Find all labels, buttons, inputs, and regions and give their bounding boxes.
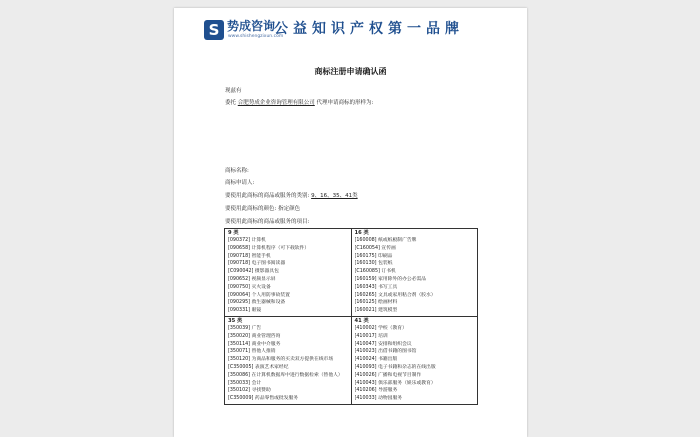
list-item: [410047] 安排和组织会议 [354,341,412,347]
list-item: [090064] 个人用防事故装置 [228,292,290,298]
class-cell [225,316,352,404]
class-cell [225,229,352,317]
table-row [225,316,478,404]
class-heading: 41 类 [354,317,369,324]
list-item: [C350009] 药品零售或批发服务 [228,396,299,402]
list-item: [C090042] 摄影器具包 [228,269,279,275]
list-item: [160159] 家用除外的办公必需品 [354,276,427,282]
list-item: [410002] 学校（教育） [354,325,407,331]
slogan: 公益知识产权第一品牌 [274,21,464,37]
list-item: [350039] 广告 [228,325,262,331]
items-label: 要使用此商标的商品或服务的项目: [225,219,310,225]
list-item: [410206] 导游服务 [354,388,398,394]
class-heading: 9 类 [228,230,239,236]
company-logo-icon: S [204,20,224,40]
goods-services-table [224,228,478,405]
list-item: [160265] 文具或家用粘合剂（胶水） [354,292,436,298]
list-item: [410033] 动物园服务 [354,396,403,402]
list-item: [090750] 灭火设备 [228,284,271,290]
list-item: [160343] 书写工具 [354,284,398,290]
list-item: [350114] 商业中介服务 [228,341,281,347]
list-item: [410024] 书籍出版 [354,357,398,363]
document-page [174,8,527,437]
list-item: [350071] 替他人推销 [228,349,276,355]
table-row [225,229,478,317]
list-item: [410017] 培训 [354,333,388,339]
class-cell [351,316,478,404]
entrust-line [225,100,373,107]
class-cell [351,229,478,317]
brand-name: 势成咨询 [227,19,276,33]
classes-label: 要使用此商标的商品或服务的类别: [225,193,310,199]
letterhead [204,18,504,46]
list-item: [090331] 眼镜 [228,308,262,314]
brand-url: www.shishengzixun.com [228,34,284,39]
list-item: [090718] 智能手机 [228,253,271,259]
list-item: [090652] 视频显示屏 [228,276,276,282]
list-item: [350086] 在计算机数据库中进行数据检索（替他人） [228,372,343,378]
list-item: [C350005] 表演艺术家经纪 [228,364,289,370]
list-item: [090658] 计算机程序（可下载软件） [228,245,310,251]
classes-line [225,193,358,200]
entrust-suffix: 代理申请商标的形样为: [316,100,374,106]
document-title: 商标注册申请确认函 [314,67,387,76]
list-item: [160130] 包装纸 [354,261,393,267]
list-item: [410023] 出借书籍的图书馆 [354,349,417,355]
color-label: 要使用此商标的颜色: [225,206,277,212]
list-item: [350102] 寻找赞助 [228,388,271,394]
class-heading: 35 类 [228,317,243,324]
list-item: [350033] 会计 [228,380,262,386]
list-item: [090372] 计算机 [228,238,266,243]
applicant-label: 商标申请人: [225,180,255,186]
list-item: [090295] 救生器械和设备 [228,300,286,306]
list-item: [160175] 印刷品 [354,253,393,259]
list-item: [160125] 绘画材料 [354,300,398,306]
list-item: [C160054] 宣传画 [354,245,396,251]
entrust-prefix: 委托 [225,100,237,106]
color-value: 指定颜色 [278,206,301,212]
trademark-name-label: 商标名称: [225,168,249,174]
class-heading: 16 类 [354,230,369,236]
list-item: [C160085] 订书机 [354,269,396,275]
list-item: [090718] 电子图书阅读器 [228,261,286,267]
list-item: [410043] 俱乐部服务（娱乐或教育） [354,380,436,386]
salutation: 现兹有 [225,88,242,94]
list-item: [410026] 广播和电视节目制作 [354,372,422,378]
classes-value: 9、16、35、41类 [311,193,358,199]
list-item: [350120] 为商品和服务的买卖双方提供在线市场 [228,357,334,363]
list-item: [160008] 纸或纸板制广告牌 [354,238,417,243]
color-line [225,206,300,213]
list-item: [350020] 商业管理咨询 [228,333,281,339]
list-item: [160021] 建筑模型 [354,308,398,314]
list-item: [410093] 电子书籍和杂志的在线出版 [354,364,436,370]
agent-company: 合肥势成企业咨询管理有限公司 [237,100,315,106]
